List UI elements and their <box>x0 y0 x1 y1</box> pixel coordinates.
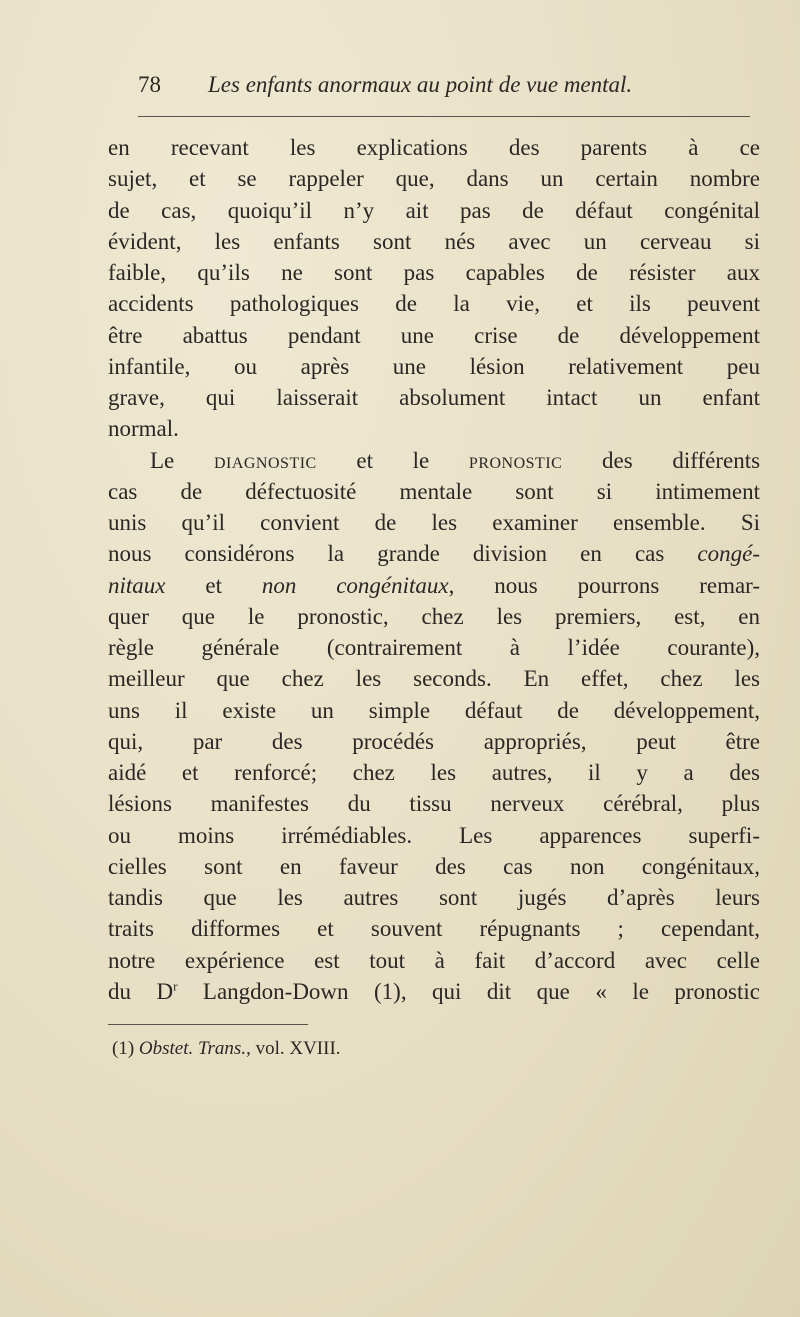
text-line: lésions manifestes du tissu nerveux cérébral, plus <box>108 791 760 817</box>
footnote-rest: , vol. XVIII. <box>246 1038 341 1059</box>
body-text <box>108 132 760 1007</box>
text-line: être abattus pendant une crise de développement <box>108 322 760 348</box>
text-line: ou moins irrémédiables. Les apparences superfi- <box>108 822 760 848</box>
text-line: aidé et renforcé; chez les autres, il y a des <box>108 760 760 785</box>
superscript: r <box>173 978 178 994</box>
word-et: et <box>205 572 222 598</box>
text-line: tandis que les autres sont jugés d’après leurs <box>108 885 760 910</box>
text-line: en recevant les explications des parents à ce <box>108 135 760 160</box>
text-line <box>108 570 760 601</box>
footnote <box>112 1038 341 1060</box>
italic-term: nitaux <box>108 572 166 598</box>
line-rest: des différents <box>602 447 761 473</box>
term-diagnostic: diagnostic <box>213 447 317 473</box>
text-line <box>108 976 760 1007</box>
word-le: Le <box>150 447 175 473</box>
text-line: sujet, et se rappeler que, dans un certain nombre <box>108 166 760 192</box>
text-line: règle générale (contrairement à l’idée courante), <box>108 635 760 660</box>
page-number: 78 <box>138 72 161 97</box>
text-line: uns il existe un simple défaut de développement, <box>108 697 760 723</box>
term-pronostic: pronostic <box>468 447 563 473</box>
text-line: qui, par des procédés appropriés, peut être <box>108 728 760 754</box>
italic-term: congé- <box>697 541 760 567</box>
line-pre: nous considérons la grande division en cas <box>108 541 665 567</box>
text-line: cas de défectuosité mentale sont si intimement <box>108 478 760 504</box>
text-line: meilleur que chez les seconds. En effet, chez les <box>108 666 760 692</box>
line-post: Langdon-Down (1), qui dit que « le pronostic <box>177 978 760 1004</box>
text-line: faible, qu’ils ne sont pas capables de résister aux <box>108 260 760 285</box>
text-line: accidents pathologiques de la vie, et ils peuvent <box>108 291 760 317</box>
text-line: grave, qui laisserait absolument intact un enfant <box>108 385 760 410</box>
running-title: Les enfants anormaux au point de vue mental. <box>208 72 633 97</box>
paragraph-start-line <box>108 445 760 476</box>
text-line: unis qu’il convient de les examiner ensemble. Si <box>108 510 760 535</box>
footnote-rule <box>108 1024 308 1025</box>
word-et-le: et le <box>356 447 430 473</box>
text-line <box>108 538 760 569</box>
page-header <box>138 72 750 106</box>
header-rule <box>138 116 750 117</box>
text-line: notre expérience est tout à fait d’accord avec celle <box>108 947 760 973</box>
text-line: évident, les enfants sont nés avec un cerveau si <box>108 228 760 254</box>
text-line: cielles sont en faveur des cas non congénitaux, <box>108 853 760 879</box>
text-line: de cas, quoiqu’il n’y ait pas de défaut congénital <box>108 197 760 223</box>
line-pre: du D <box>108 978 174 1004</box>
text-line: infantile, ou après une lésion relativement peu <box>108 353 760 379</box>
text-line: quer que le pronostic, chez les premiers, est, en <box>108 603 760 629</box>
italic-term: non congénitaux <box>261 572 449 598</box>
text-line: normal. <box>108 416 179 442</box>
footnote-source: Obstet. Trans. <box>138 1038 247 1059</box>
footnote-marker: (1) <box>112 1038 135 1059</box>
line-post: , nous pourrons remar- <box>448 572 761 598</box>
text-line: traits difformes et souvent répugnants ; cependant, <box>108 916 760 942</box>
